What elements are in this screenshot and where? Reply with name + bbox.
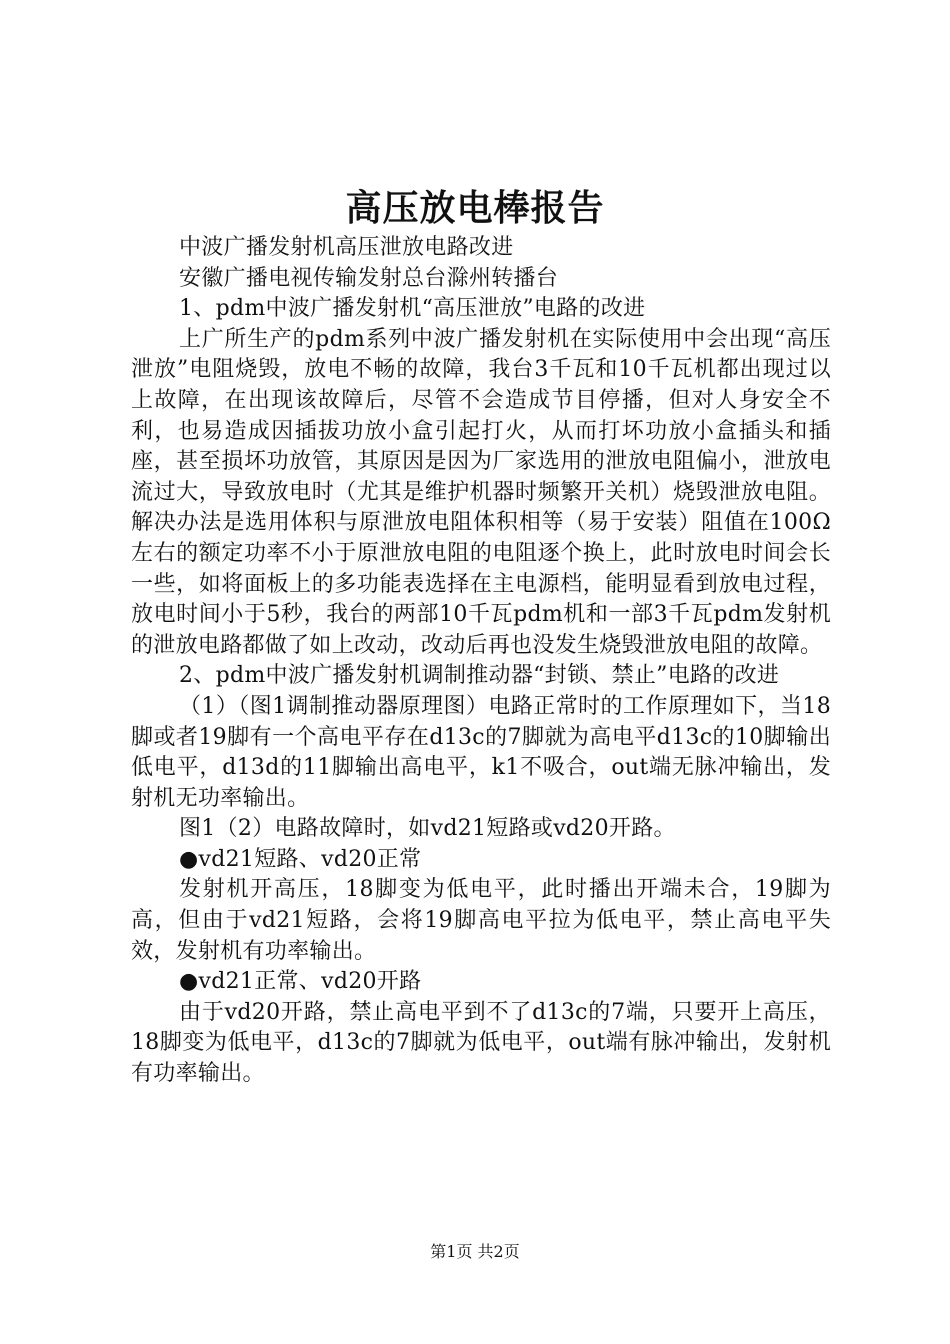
paragraph-bullet-1-body: 发射机开高压，18脚变为低电平，此时播出开端未合，19脚为高，但由于vd21短路，会将19脚高电平拉为低电平，禁止高电平失效，发射机有功率输出。 [131,877,831,964]
paragraph-bullet-1: ●vd21短路、vd20正常 [179,846,422,872]
paragraph-bullet-2: ●vd21正常、vd20开路 [179,969,422,995]
paragraph-section-1-heading: 1、pdm中波广播发射机“高压泄放”电路的改进 [179,296,646,322]
page-footer: 第1页 共2页 [430,1242,520,1261]
paragraph-section-1-body: 上广所生产的pdm系列中波广播发射机在实际使用中会出现“高压泄放”电阻烧毁，放电不畅的故障，我台3千瓦和10千瓦机都出现过以上故障，在出现该故障后，尽管不会造成节目停播，但对人身安全不利，也易造成因插拔功放小盒引起打火，从而打坏功放小盒插头和插座，甚至损坏功放管，其原因是因为厂家选用的泄放电阻偏小，泄放电流过大，导致放电时（尤其是维护机器时频繁开关机）烧毁泄放电阻。解决办法是选用体积与原泄放电阻体积相等（易于安装）阻值在100Ω左右的额定功率不小于原泄放电阻的电阻逐个换上，此时放电时间会长一些，如将面板上的多功能表选择在主电源档，能明显看到放电过程，放电时间小于5秒，我台的两部10千瓦pdm机和一部3千瓦pdm发射机的泄放电路都做了如上改动，改动后再也没发生烧毁泄放电阻的故障。 [131,326,831,658]
document-body [131,233,831,1090]
paragraph-section-2-heading: 2、pdm中波广播发射机调制推动器“封锁、禁止”电路的改进 [179,663,780,689]
paragraph-organization: 安徽广播电视传输发射总台滁州转播台 [179,265,559,291]
paragraph-principle: （1）（图1调制推动器原理图）电路正常时的工作原理如下，当18脚或者19脚有一个高电平存在d13c的7脚就为高电平d13c的10脚输出低电平，d13d的11脚输出高电平，k1不吸合，out端无脉冲输出，发射机无功率输出。 [131,693,831,811]
paragraph-fault-case: 图1（2）电路故障时，如vd21短路或vd20开路。 [179,816,676,842]
document-title: 高压放电棒报告 [345,187,605,229]
paragraph-bullet-2-body: 由于vd20开路，禁止高电平到不了d13c的7端，只要开上高压，18脚变为低电平，d13c的7脚就为低电平，out端有脉冲输出，发射机有功率输出。 [131,999,831,1087]
paragraph-subtitle: 中波广播发射机高压泄放电路改进 [179,235,514,260]
